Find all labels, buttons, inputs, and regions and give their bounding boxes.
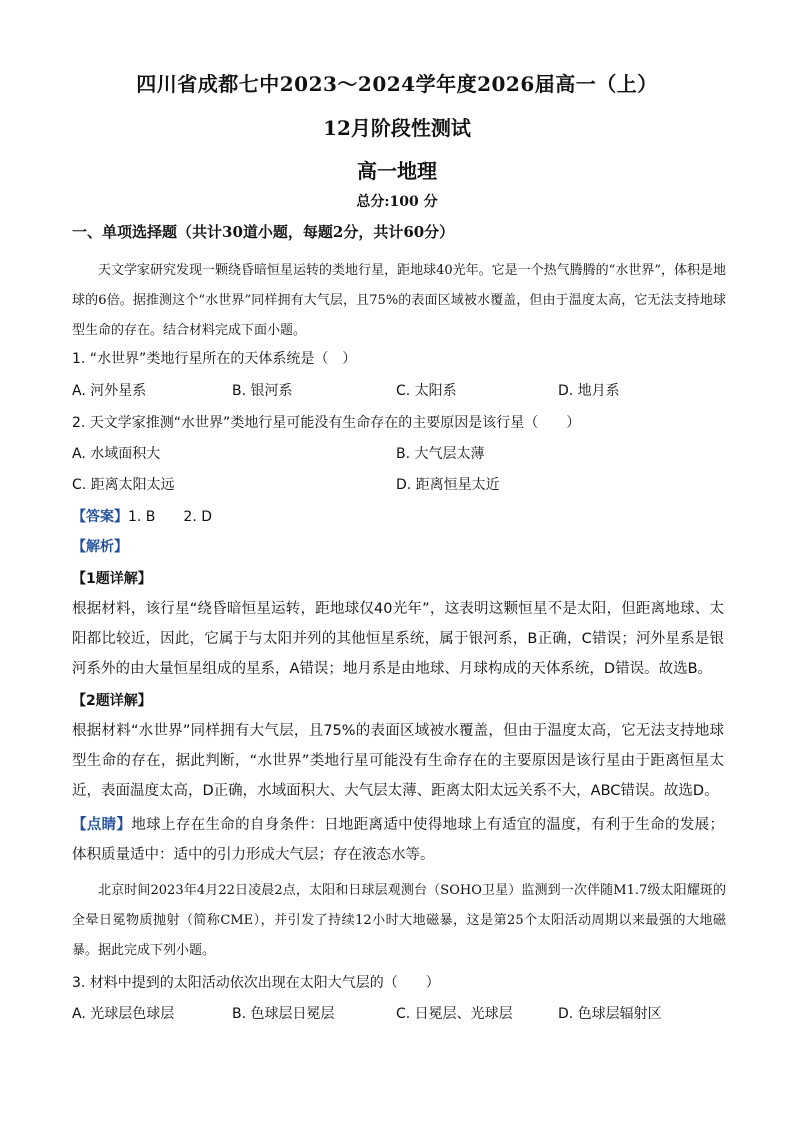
material-paragraph-2: 北京时间2023年4月22日凌晨2点，太阳和日球层观测台（SOHO卫星）监测到一次伴随M1.7级太阳耀斑的全晕日冕物质抛射（简称CME），并引发了持续12小时大地磁暴，这是第25个太阳活动周期以来最强的大地磁暴。据此完成下列小题。 [72, 883, 726, 958]
question-3-stem: 3. 材料中提到的太阳活动依次出现在太阳大气层的（ ） [72, 975, 440, 991]
question-2-option-a: A. 水域面积大 [72, 446, 161, 462]
question-2-stem: 2. 天文学家推测“水世界”类地行星可能没有生命存在的主要原因是该行星（ ） [72, 415, 581, 431]
question-3-option-a: A. 光球层色球层 [72, 1006, 175, 1022]
highlight-tag: 【点睛】 [72, 817, 132, 833]
question-1-option-d: D. 地月系 [558, 383, 620, 399]
analysis-line [72, 536, 128, 556]
answer-line [72, 506, 212, 526]
detail-1-text: 根据材料，该行星“绕昏暗恒星运转，距地球仅40光年”，这表明这颗恒星不是太阳，但距离地球、太阳都比较近，因此，它属于与太阳并列的其他恒星系统，属于银河系，B正确，C错误；河外星系是银河系外的由大量恒星组成的星系，A错误；地月系是由地球、月球构成的天体系统，D错误。故选B。 [72, 601, 724, 677]
detail-2-text: 根据材料“水世界”同样拥有大气层，且75%的表面区域被水覆盖，但由于温度太高，它无法支持地球型生命的存在，据此判断，“水世界”类地行星可能没有生命存在的主要原因是该行星由于距离恒星太近，表面温度太高，D正确，水域面积大、大气层太薄、距离太阳太远关系不大，ABC错误。故选D。 [72, 723, 724, 799]
exam-subtitle: 12月阶段性测试 [323, 116, 471, 140]
question-1-option-a: A. 河外星系 [72, 383, 147, 399]
answer-tag: 【答案】 [72, 509, 128, 525]
highlight-text: 地球上存在生命的自身条件：日地距离适中使得地球上有适宜的温度，有利于生命的发展；体积质量适中：适中的引力形成大气层；存在液态水等。 [72, 817, 725, 863]
question-2-option-c: C. 距离太阳太远 [72, 477, 175, 493]
question-1-option-c: C. 太阳系 [396, 383, 457, 399]
answer-text: 1. B 2. D [128, 509, 212, 525]
exam-title: 四川省成都七中2023～2024学年度2026届高一（上） [136, 72, 658, 96]
question-2-option-b: B. 大气层太薄 [396, 446, 485, 462]
question-2-option-d: D. 距离恒星太近 [396, 477, 500, 493]
detail-2-tag: 【2题详解】 [72, 693, 152, 709]
total-score: 总分:100 分 [356, 194, 438, 210]
subject-title: 高一地理 [357, 159, 437, 183]
question-3-option-d: D. 色球层辐射区 [558, 1006, 662, 1022]
question-3-option-c: C. 日冕层、光球层 [396, 1006, 513, 1022]
detail-1-tag: 【1题详解】 [72, 571, 152, 587]
highlight-block [72, 810, 724, 870]
question-1-stem: 1. “水世界”类地行星所在的天体系统是（ ） [72, 351, 357, 367]
analysis-tag: 【解析】 [72, 539, 128, 555]
detail-2-heading [72, 690, 152, 710]
detail-1-heading [72, 568, 152, 588]
question-1-option-b: B. 银河系 [232, 383, 293, 399]
section-heading: 一、单项选择题（共计30道小题，每题2分，共计60分） [72, 223, 455, 241]
material-paragraph-1: 天文学家研究发现一颗绕昏暗恒星运转的类地行星，距地球40光年。它是一个热气腾腾的“水世界”，体积是地球的6倍。据推测这个“水世界”同样拥有大气层，且75%的表面区域被水覆盖，但由于温度太高，它无法支持地球型生命的存在。结合材料完成下面小题。 [72, 263, 726, 338]
question-3-option-b: B. 色球层日冕层 [232, 1006, 335, 1022]
